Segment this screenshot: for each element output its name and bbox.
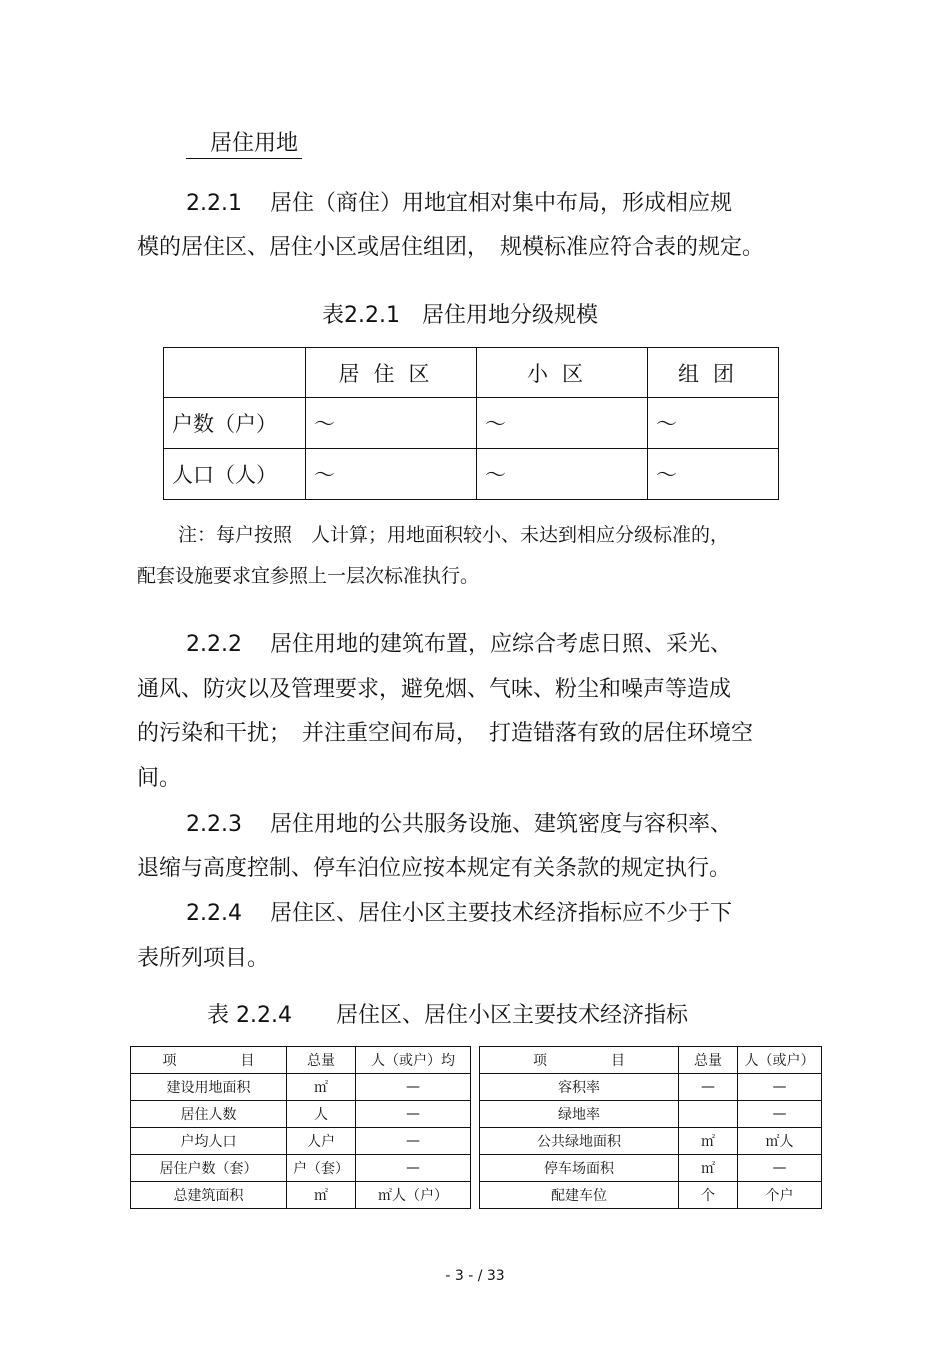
- table-cell: 户数（户）: [164, 398, 306, 449]
- table-cell: 人: [287, 1101, 356, 1128]
- table-divider: [471, 1101, 480, 1128]
- clause-2-2-4-line1: 居住区、居住小区主要技术经济指标应不少于下: [270, 901, 733, 926]
- table-cell: [679, 1101, 738, 1128]
- table-cell: 个户: [738, 1182, 822, 1209]
- table-cell: —: [356, 1074, 471, 1101]
- table-note-line1: 注：每户按照 人计算；用地面积较小、未达到相应分级标准的，: [178, 524, 730, 546]
- table-2-2-4: [130, 1046, 822, 1209]
- table-cell: ㎡: [679, 1128, 738, 1155]
- clause-number-2-2-1: 2.2.1: [186, 191, 242, 216]
- clause-2-2-2-line4: 间。: [137, 766, 182, 791]
- table-cell: ～: [477, 398, 648, 449]
- table-header-cell: 总量: [679, 1047, 738, 1074]
- clause-2-2-3-line1: 居住用地的公共服务设施、建筑密度与容积率、: [270, 812, 733, 837]
- table-header-cell: 组团: [648, 348, 779, 398]
- table-cell: 配建车位: [480, 1182, 679, 1209]
- table-header-row: [131, 1047, 822, 1074]
- table-row: [164, 449, 779, 500]
- clause-2-2-1-line1: 居住（商住）用地宜相对集中布局，形成相应规: [270, 191, 733, 216]
- table-cell: —: [738, 1101, 822, 1128]
- table-cell: ㎡: [287, 1074, 356, 1101]
- table-row: [131, 1155, 822, 1182]
- table-cell: 个: [679, 1182, 738, 1209]
- table-2-2-1-caption: 表2.2.1 居住用地分级规模: [322, 303, 598, 328]
- table-cell: 总建筑面积: [131, 1182, 287, 1209]
- table-header-cell: 总量: [287, 1047, 356, 1074]
- table-cell: 户（套）: [287, 1155, 356, 1182]
- table-divider: [471, 1182, 480, 1209]
- table-divider: [471, 1128, 480, 1155]
- header-item-b: 目: [611, 1053, 625, 1069]
- table-2-2-1: [163, 347, 779, 500]
- header-item-b: 目: [240, 1053, 255, 1069]
- table-cell: 居住户数（套）: [131, 1155, 287, 1182]
- clause-2-2-2-line1: 居住用地的建筑布置，应综合考虑日照、采光、: [270, 632, 733, 657]
- table-2-2-4-caption: 表 2.2.4 居住区、居住小区主要技术经济指标: [207, 1003, 688, 1028]
- table-cell: ㎡人: [738, 1128, 822, 1155]
- table-header-cell: 小区: [477, 348, 648, 398]
- table-cell: ～: [306, 449, 477, 500]
- clause-2-2-2-line2: 通风、防灾以及管理要求，避免烟、气味、粉尘和噪声等造成: [137, 677, 732, 702]
- table-divider: [471, 1047, 480, 1074]
- table-cell: —: [356, 1101, 471, 1128]
- table-row: [131, 1128, 822, 1155]
- table-divider: [471, 1155, 480, 1182]
- table-cell: —: [356, 1155, 471, 1182]
- table-cell: 人户: [287, 1128, 356, 1155]
- clause-2-2-4-line2: 表所列项目。: [137, 946, 270, 971]
- table-cell: 停车场面积: [480, 1155, 679, 1182]
- page-number: - 3 - / 33: [445, 1268, 505, 1284]
- table-cell: —: [679, 1074, 738, 1101]
- clause-number-2-2-4: 2.2.4: [186, 901, 242, 926]
- table-header-cell: [480, 1047, 679, 1074]
- table-header-cell: [164, 348, 306, 398]
- clause-2-2-2-line3: 的污染和干扰； 并注重空间布局， 打造错落有致的居住环境空: [137, 721, 754, 746]
- clause-number-2-2-3: 2.2.3: [186, 812, 242, 837]
- table-divider: [471, 1074, 480, 1101]
- table-cell: ㎡: [287, 1182, 356, 1209]
- clause-number-2-2-2: 2.2.2: [186, 632, 242, 657]
- table-cell: ㎡人（户）: [356, 1182, 471, 1209]
- table-header-cell: 人（或户）均: [356, 1047, 471, 1074]
- section-title: 居住用地: [186, 132, 302, 159]
- table-cell: —: [738, 1155, 822, 1182]
- table-cell: 人口（人）: [164, 449, 306, 500]
- table-row: [164, 398, 779, 449]
- table-header-cell: [131, 1047, 287, 1074]
- table-cell: ～: [477, 449, 648, 500]
- header-item-a: 项: [533, 1053, 547, 1069]
- table-row: [131, 1074, 822, 1101]
- table-cell: 户均人口: [131, 1128, 287, 1155]
- table-cell: 公共绿地面积: [480, 1128, 679, 1155]
- table-cell: 容积率: [480, 1074, 679, 1101]
- clause-2-2-1-line2: 模的居住区、居住小区或居住组团， 规模标准应符合表的规定。: [137, 235, 765, 260]
- table-row: [131, 1101, 822, 1128]
- header-item-a: 项: [162, 1053, 177, 1069]
- table-note-line2: 配套设施要求宜参照上一层次标准执行。: [137, 565, 480, 587]
- table-cell: 建设用地面积: [131, 1074, 287, 1101]
- clause-2-2-3-line2: 退缩与高度控制、停车泊位应按本规定有关条款的规定执行。: [137, 856, 732, 881]
- table-cell: 绿地率: [480, 1101, 679, 1128]
- table-cell: —: [356, 1128, 471, 1155]
- table-cell: —: [738, 1074, 822, 1101]
- table-header-row: [164, 348, 779, 398]
- table-header-cell: 人（或户）: [738, 1047, 822, 1074]
- table-cell: 居住人数: [131, 1101, 287, 1128]
- table-row: [131, 1182, 822, 1209]
- table-cell: ～: [648, 398, 779, 449]
- table-cell: ～: [306, 398, 477, 449]
- table-cell: ～: [648, 449, 779, 500]
- table-cell: ㎡: [679, 1155, 738, 1182]
- table-header-cell: 居住区: [306, 348, 477, 398]
